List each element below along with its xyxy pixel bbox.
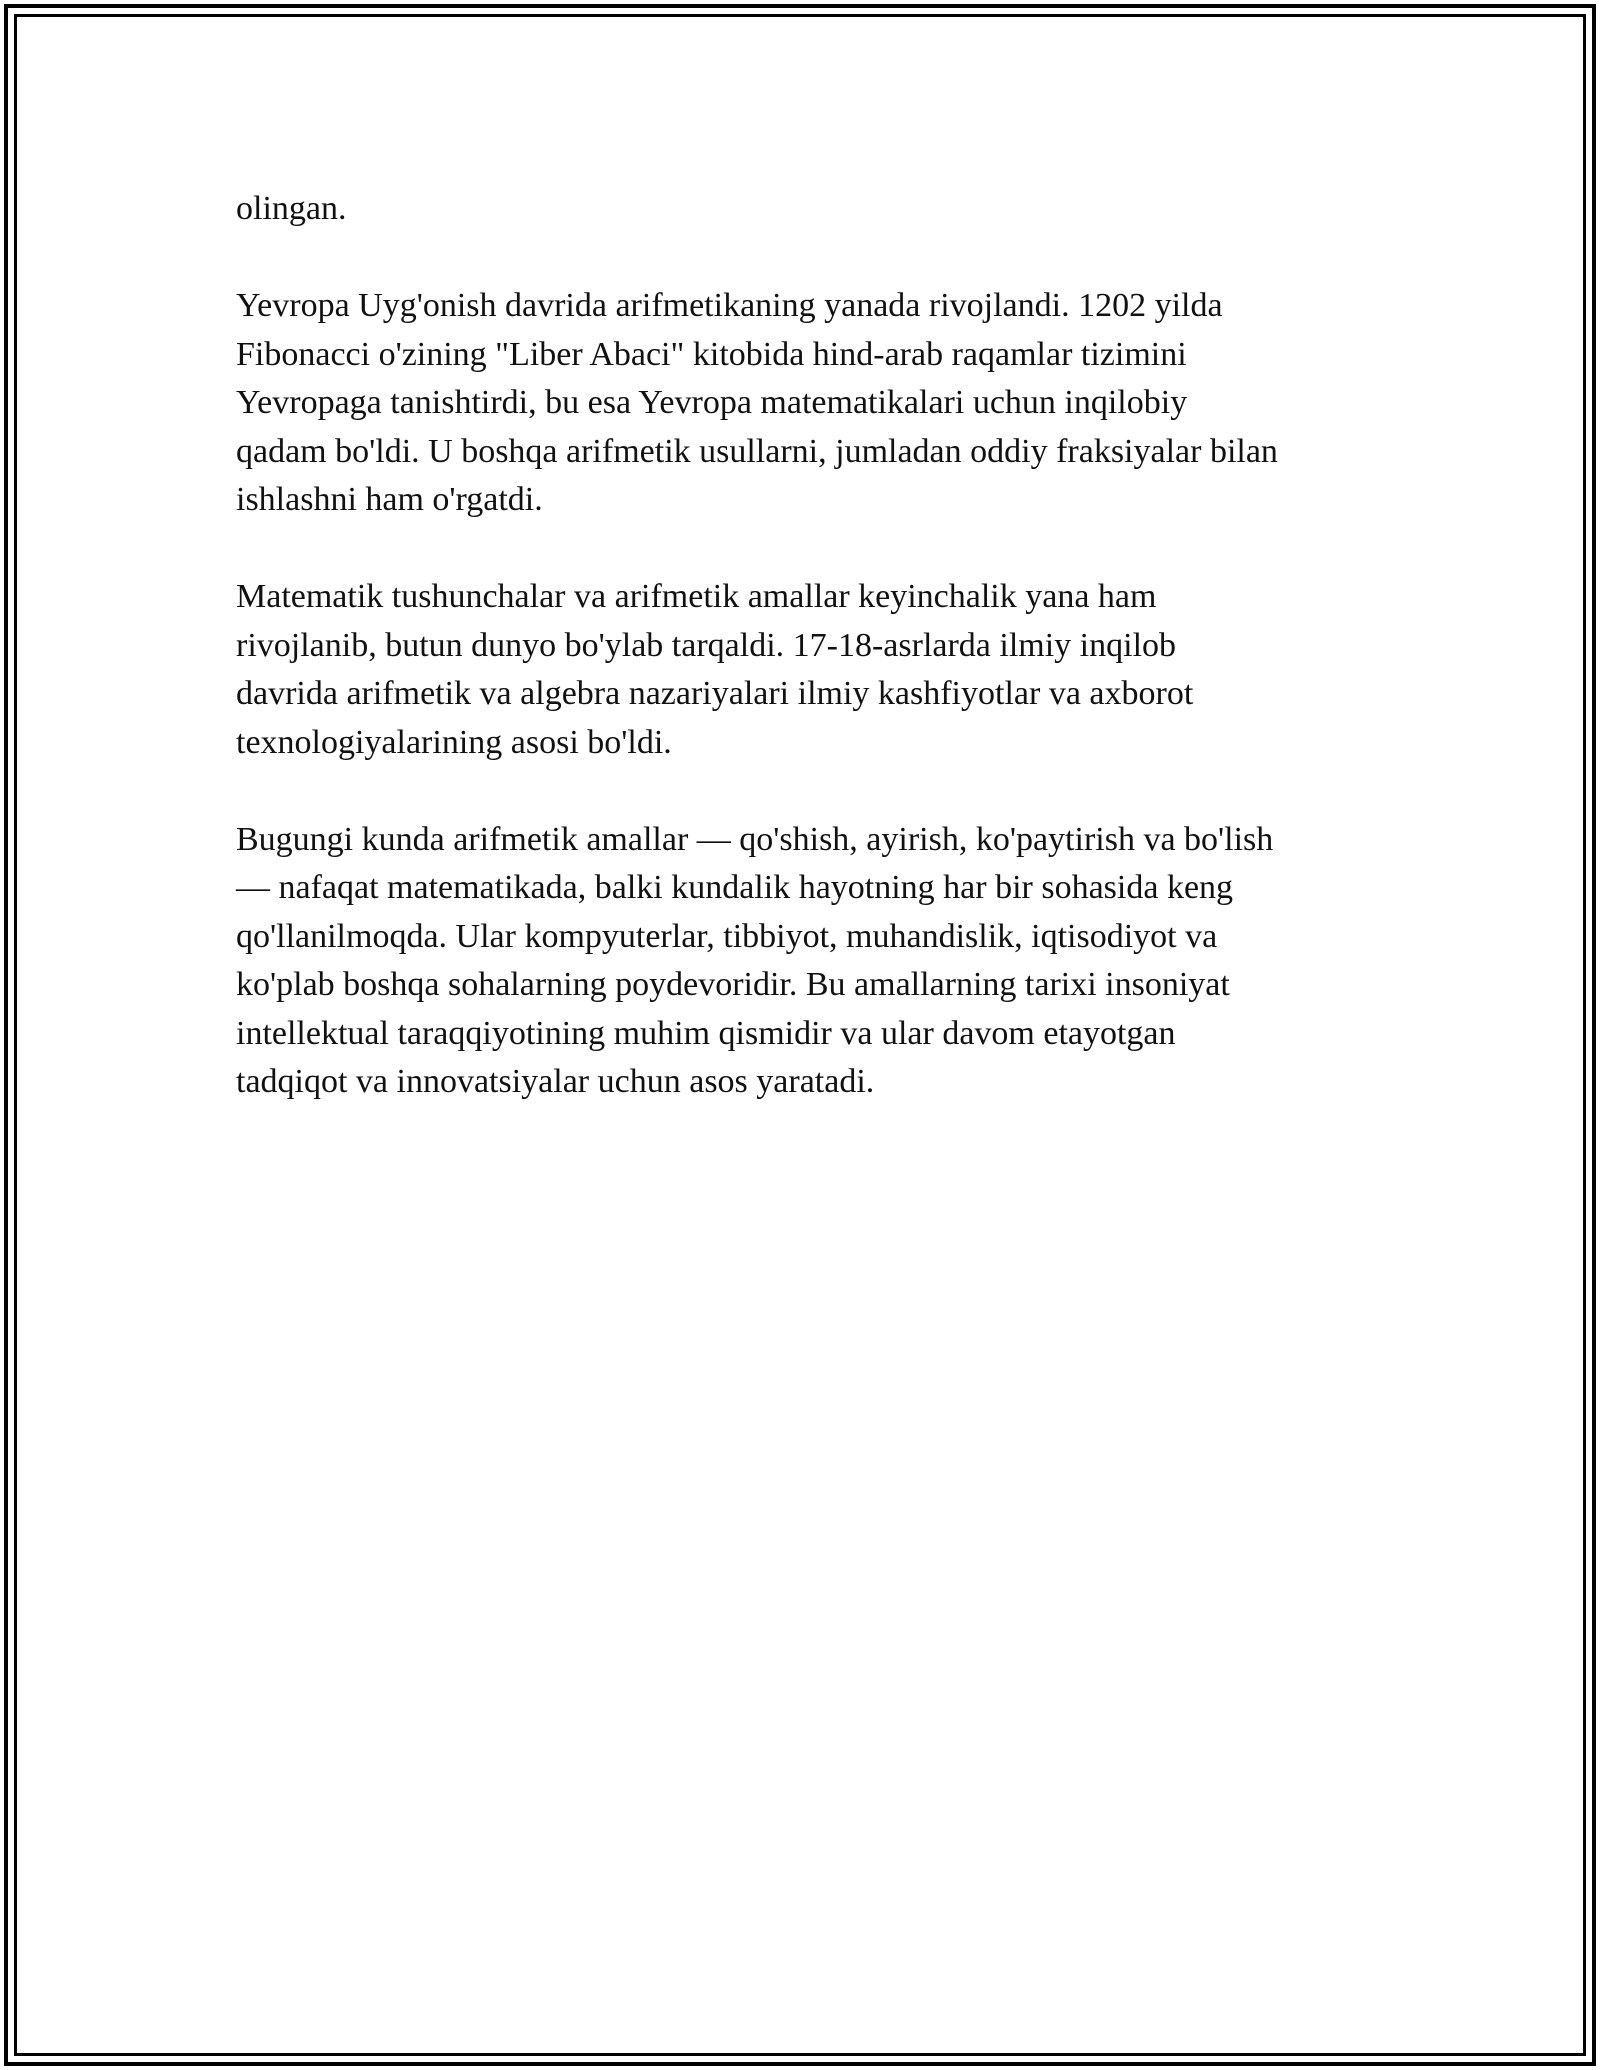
document-body: [236, 185, 1386, 1107]
paragraph-continuation: [236, 185, 1386, 234]
text-line: ishlashni ham o'rgatdi.: [236, 481, 543, 518]
text-line: Yevropaga tanishtirdi, bu esa Yevropa matematikalari uchun inqilobiy: [236, 384, 1188, 421]
text-line: texnologiyalarining asosi bo'ldi.: [236, 723, 672, 761]
text-line: qadam bo'ldi. U boshqa arifmetik usullarni, jumladan oddiy fraksiyalar bilan: [236, 432, 1278, 470]
text-line: — nafaqat matematikada, balki kundalik hayotning har bir sohasida keng: [236, 869, 1234, 906]
text-line: ko'plab boshqa sohalarning poydevoridir. Bu amallarning tarixi insoniyat: [236, 966, 1230, 1003]
text-line: Bugungi kunda arifmetik amallar — qo'shish, ayirish, ko'paytirish va bo'lish: [236, 820, 1274, 858]
text-line: davrida arifmetik va algebra nazariyalari ilmiy kashfiyotlar va axborot: [236, 675, 1194, 712]
paragraph-today: [236, 816, 1386, 1107]
text-line: rivojlanib, butun dunyo bo'ylab tarqaldi. 17-18-asrlarda ilmiy inqilob: [236, 626, 1177, 664]
text-line: olingan.: [236, 190, 347, 227]
text-line: qo'llanilmoqda. Ular kompyuterlar, tibbiyot, muhandislik, iqtisodiyot va: [236, 917, 1218, 955]
text-line: Yevropa Uyg'onish davrida arifmetikaning yanada rivojlandi. 1202 yilda: [236, 287, 1223, 324]
text-line: tadqiqot va innovatsiyalar uchun asos yaratadi.: [236, 1063, 875, 1100]
text-line: intellektual taraqqiyotining muhim qismidir va ular davom etayotgan: [236, 1014, 1176, 1052]
paragraph-renaissance: [236, 282, 1386, 525]
text-line: Matematik tushunchalar va arifmetik amallar keyinchalik yana ham: [236, 578, 1157, 615]
paragraph-scientific-revolution: [236, 573, 1386, 767]
text-line: Fibonacci o'zining "Liber Abaci" kitobida hind-arab raqamlar tizimini: [236, 335, 1187, 373]
